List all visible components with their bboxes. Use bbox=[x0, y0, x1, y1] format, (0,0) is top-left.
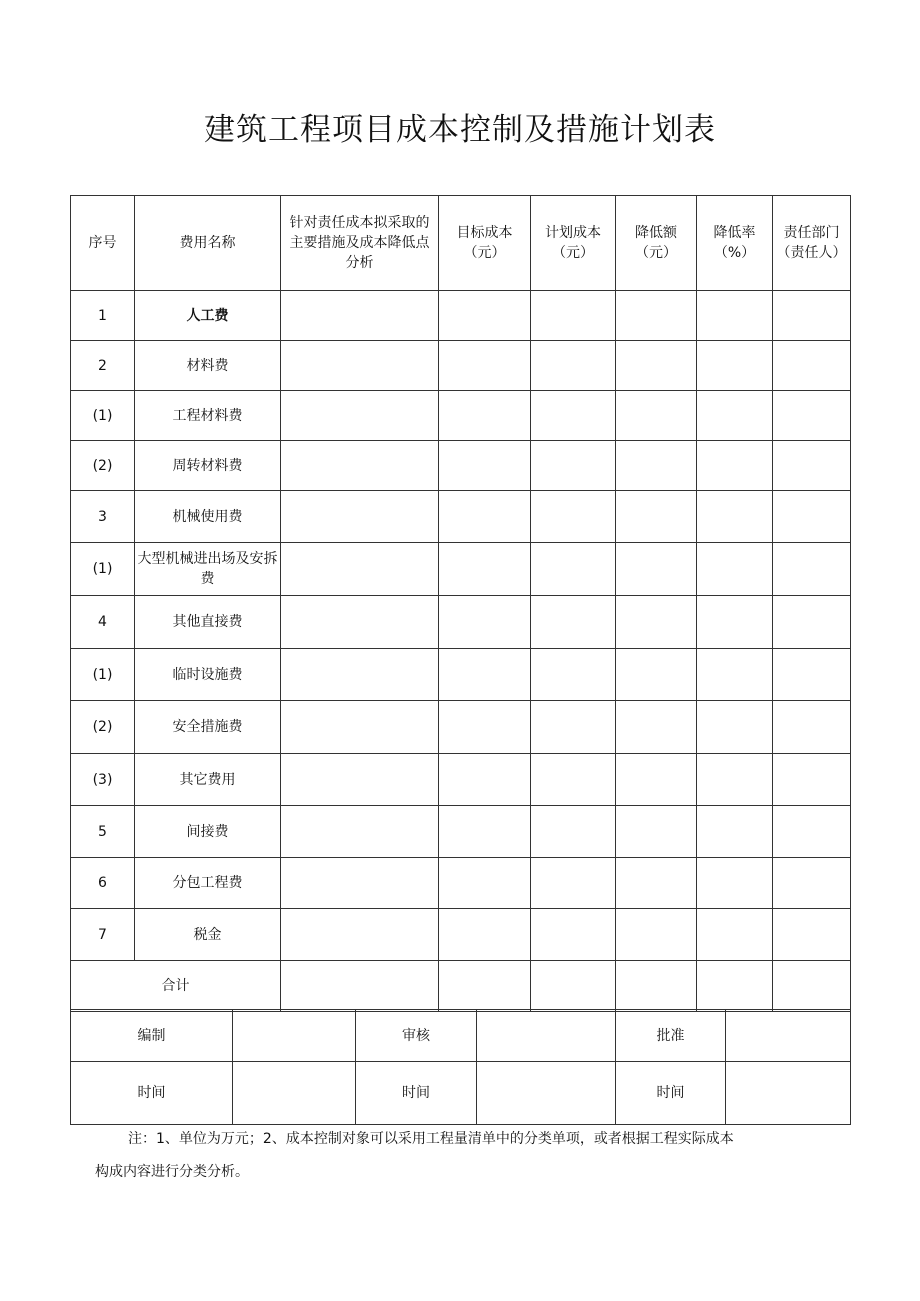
total-reduction-amount[interactable] bbox=[616, 961, 697, 1012]
row-planned-cost[interactable] bbox=[531, 649, 616, 701]
header-measures: 针对责任成本拟采取的主要措施及成本降低点分析 bbox=[281, 196, 439, 291]
row-index: 7 bbox=[71, 909, 135, 961]
row-cost-name: 临时设施费 bbox=[135, 649, 281, 701]
header-responsible-dept: 责任部门（责任人） bbox=[773, 196, 851, 291]
row-reduction-amount[interactable] bbox=[616, 291, 697, 341]
table-row bbox=[71, 341, 851, 391]
row-planned-cost[interactable] bbox=[531, 701, 616, 754]
total-target-cost[interactable] bbox=[439, 961, 531, 1012]
row-responsible-dept[interactable] bbox=[773, 701, 851, 754]
row-cost-name: 材料费 bbox=[135, 341, 281, 391]
row-responsible-dept[interactable] bbox=[773, 441, 851, 491]
row-target-cost[interactable] bbox=[439, 858, 531, 909]
row-target-cost[interactable] bbox=[439, 441, 531, 491]
prepared-time-field[interactable] bbox=[233, 1062, 356, 1125]
row-index: (2) bbox=[71, 701, 135, 754]
row-reduction-rate[interactable] bbox=[697, 291, 773, 341]
row-responsible-dept[interactable] bbox=[773, 909, 851, 961]
table-row bbox=[71, 291, 851, 341]
row-reduction-rate[interactable] bbox=[697, 701, 773, 754]
row-index: 1 bbox=[71, 291, 135, 341]
row-planned-cost[interactable] bbox=[531, 341, 616, 391]
row-reduction-rate[interactable] bbox=[697, 441, 773, 491]
row-index: 4 bbox=[71, 596, 135, 649]
row-reduction-amount[interactable] bbox=[616, 391, 697, 441]
reviewed-time-field[interactable] bbox=[477, 1062, 616, 1125]
prepared-time-label: 时间 bbox=[71, 1062, 233, 1125]
table-row bbox=[71, 858, 851, 909]
row-index: 2 bbox=[71, 341, 135, 391]
row-target-cost[interactable] bbox=[439, 649, 531, 701]
row-index: 6 bbox=[71, 858, 135, 909]
row-measures[interactable] bbox=[281, 701, 439, 754]
row-cost-name: 工程材料费 bbox=[135, 391, 281, 441]
row-cost-name: 安全措施费 bbox=[135, 701, 281, 754]
row-planned-cost[interactable] bbox=[531, 543, 616, 596]
row-reduction-rate[interactable] bbox=[697, 543, 773, 596]
prepared-by-label: 编制 bbox=[71, 1010, 233, 1062]
table-row bbox=[71, 543, 851, 596]
total-responsible-dept[interactable] bbox=[773, 961, 851, 1012]
row-reduction-amount[interactable] bbox=[616, 754, 697, 806]
total-planned-cost[interactable] bbox=[531, 961, 616, 1012]
row-planned-cost[interactable] bbox=[531, 596, 616, 649]
row-planned-cost[interactable] bbox=[531, 754, 616, 806]
header-reduction-amount: 降低额（元） bbox=[616, 196, 697, 291]
row-responsible-dept[interactable] bbox=[773, 543, 851, 596]
row-responsible-dept[interactable] bbox=[773, 858, 851, 909]
row-measures[interactable] bbox=[281, 806, 439, 858]
table-row bbox=[71, 806, 851, 858]
row-measures[interactable] bbox=[281, 341, 439, 391]
row-cost-name: 其它费用 bbox=[135, 754, 281, 806]
note-line-2: 构成内容进行分类分析。 bbox=[95, 1164, 249, 1180]
row-target-cost[interactable] bbox=[439, 596, 531, 649]
row-measures[interactable] bbox=[281, 491, 439, 543]
row-responsible-dept[interactable] bbox=[773, 341, 851, 391]
row-cost-name: 分包工程费 bbox=[135, 858, 281, 909]
row-measures[interactable] bbox=[281, 858, 439, 909]
header-target-cost: 目标成本（元） bbox=[439, 196, 531, 291]
row-cost-name: 人工费 bbox=[135, 291, 281, 341]
total-label: 合计 bbox=[71, 961, 281, 1012]
row-target-cost[interactable] bbox=[439, 754, 531, 806]
header-reduction-rate: 降低率（%） bbox=[697, 196, 773, 291]
table-row bbox=[71, 491, 851, 543]
row-cost-name: 周转材料费 bbox=[135, 441, 281, 491]
row-reduction-rate[interactable] bbox=[697, 649, 773, 701]
cost-control-table bbox=[70, 195, 851, 1012]
row-responsible-dept[interactable] bbox=[773, 596, 851, 649]
row-reduction-amount[interactable] bbox=[616, 909, 697, 961]
row-target-cost[interactable] bbox=[439, 909, 531, 961]
row-index: (1) bbox=[71, 649, 135, 701]
row-reduction-amount[interactable] bbox=[616, 341, 697, 391]
table-row bbox=[71, 649, 851, 701]
note-line-1: 注：1、单位为万元；2、成本控制对象可以采用工程量清单中的分类单项，或者根据工程实际成本 bbox=[128, 1131, 734, 1147]
table-row bbox=[71, 391, 851, 441]
row-reduction-rate[interactable] bbox=[697, 754, 773, 806]
row-reduction-amount[interactable] bbox=[616, 596, 697, 649]
total-row bbox=[71, 961, 851, 1012]
row-target-cost[interactable] bbox=[439, 701, 531, 754]
total-reduction-rate[interactable] bbox=[697, 961, 773, 1012]
row-target-cost[interactable] bbox=[439, 543, 531, 596]
reviewed-time-label: 时间 bbox=[356, 1062, 477, 1125]
row-reduction-rate[interactable] bbox=[697, 909, 773, 961]
row-measures[interactable] bbox=[281, 391, 439, 441]
row-measures[interactable] bbox=[281, 441, 439, 491]
table-row bbox=[71, 441, 851, 491]
row-target-cost[interactable] bbox=[439, 341, 531, 391]
row-responsible-dept[interactable] bbox=[773, 806, 851, 858]
row-cost-name: 机械使用费 bbox=[135, 491, 281, 543]
approved-by-label: 批准 bbox=[616, 1010, 726, 1062]
row-reduction-amount[interactable] bbox=[616, 858, 697, 909]
reviewed-by-field[interactable] bbox=[477, 1010, 616, 1062]
row-target-cost[interactable] bbox=[439, 806, 531, 858]
row-target-cost[interactable] bbox=[439, 391, 531, 441]
header-planned-cost: 计划成本（元） bbox=[531, 196, 616, 291]
row-responsible-dept[interactable] bbox=[773, 754, 851, 806]
row-measures[interactable] bbox=[281, 649, 439, 701]
row-reduction-rate[interactable] bbox=[697, 806, 773, 858]
header-index: 序号 bbox=[71, 196, 135, 291]
row-planned-cost[interactable] bbox=[531, 858, 616, 909]
row-reduction-amount[interactable] bbox=[616, 441, 697, 491]
row-planned-cost[interactable] bbox=[531, 806, 616, 858]
header-cost-name: 费用名称 bbox=[135, 196, 281, 291]
signoff-row-2 bbox=[71, 1062, 851, 1125]
row-responsible-dept[interactable] bbox=[773, 391, 851, 441]
row-planned-cost[interactable] bbox=[531, 491, 616, 543]
row-measures[interactable] bbox=[281, 543, 439, 596]
row-reduction-amount[interactable] bbox=[616, 649, 697, 701]
header-row bbox=[71, 196, 851, 291]
row-reduction-amount[interactable] bbox=[616, 701, 697, 754]
approved-time-field[interactable] bbox=[726, 1062, 851, 1125]
prepared-by-field[interactable] bbox=[233, 1010, 356, 1062]
row-cost-name: 税金 bbox=[135, 909, 281, 961]
row-measures[interactable] bbox=[281, 291, 439, 341]
row-cost-name: 间接费 bbox=[135, 806, 281, 858]
approved-time-label: 时间 bbox=[616, 1062, 726, 1125]
row-index: (1) bbox=[71, 391, 135, 441]
row-target-cost[interactable] bbox=[439, 491, 531, 543]
row-responsible-dept[interactable] bbox=[773, 291, 851, 341]
total-measures[interactable] bbox=[281, 961, 439, 1012]
reviewed-by-label: 审核 bbox=[356, 1010, 477, 1062]
row-index: 5 bbox=[71, 806, 135, 858]
row-measures[interactable] bbox=[281, 754, 439, 806]
table-row bbox=[71, 754, 851, 806]
row-planned-cost[interactable] bbox=[531, 291, 616, 341]
row-index: (3) bbox=[71, 754, 135, 806]
row-index: (1) bbox=[71, 543, 135, 596]
row-responsible-dept[interactable] bbox=[773, 649, 851, 701]
signoff-table bbox=[70, 1009, 851, 1125]
row-reduction-rate[interactable] bbox=[697, 391, 773, 441]
approved-by-field[interactable] bbox=[726, 1010, 851, 1062]
row-measures[interactable] bbox=[281, 596, 439, 649]
row-reduction-amount[interactable] bbox=[616, 543, 697, 596]
row-reduction-rate[interactable] bbox=[697, 596, 773, 649]
row-planned-cost[interactable] bbox=[531, 391, 616, 441]
row-reduction-rate[interactable] bbox=[697, 858, 773, 909]
row-reduction-amount[interactable] bbox=[616, 806, 697, 858]
row-cost-name: 其他直接费 bbox=[135, 596, 281, 649]
row-index: (2) bbox=[71, 441, 135, 491]
row-index: 3 bbox=[71, 491, 135, 543]
row-reduction-rate[interactable] bbox=[697, 341, 773, 391]
row-target-cost[interactable] bbox=[439, 291, 531, 341]
row-reduction-rate[interactable] bbox=[697, 491, 773, 543]
page-title: 建筑工程项目成本控制及措施计划表 bbox=[204, 112, 716, 148]
row-cost-name: 大型机械进出场及安拆费 bbox=[135, 543, 281, 596]
table-row bbox=[71, 596, 851, 649]
row-planned-cost[interactable] bbox=[531, 909, 616, 961]
row-planned-cost[interactable] bbox=[531, 441, 616, 491]
row-measures[interactable] bbox=[281, 909, 439, 961]
table-row bbox=[71, 701, 851, 754]
row-reduction-amount[interactable] bbox=[616, 491, 697, 543]
row-responsible-dept[interactable] bbox=[773, 491, 851, 543]
table-row bbox=[71, 909, 851, 961]
signoff-row-1 bbox=[71, 1010, 851, 1062]
